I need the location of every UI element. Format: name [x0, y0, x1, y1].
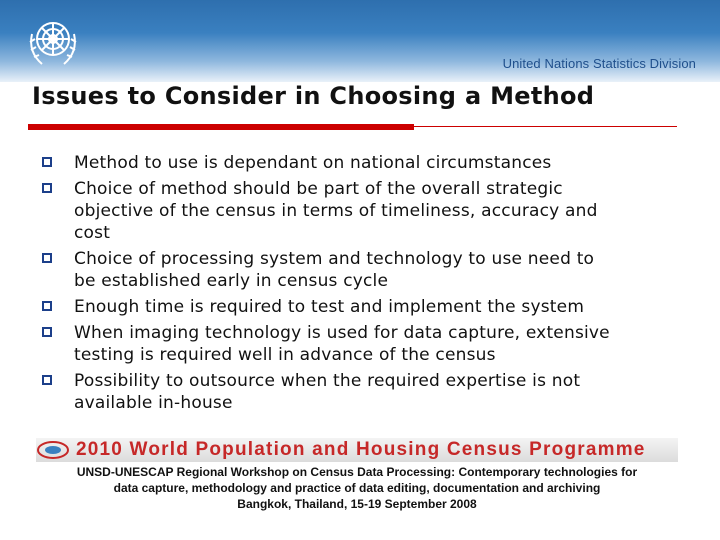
workshop-line: data capture, methodology and practice of data editing, documentation and archiving	[113, 481, 601, 495]
census-programme-logo-icon	[36, 440, 70, 460]
bullet-line: be established early in census cycle	[74, 271, 389, 291]
programme-title: 2010 World Population and Housing Census Programme	[76, 439, 646, 460]
bullet-line: testing is required well in advance of the census	[74, 345, 496, 365]
title-underline-rule	[414, 126, 677, 127]
square-bullet-icon	[42, 183, 52, 193]
square-bullet-icon	[42, 157, 52, 167]
un-emblem-icon	[20, 8, 86, 74]
bullet-line: When imaging technology is used for data capture, extensive	[74, 323, 610, 343]
square-bullet-icon	[42, 301, 52, 311]
division-name: United Nations Statistics Division	[502, 56, 696, 71]
bullet-line: Choice of method should be part of the overall strategic	[74, 179, 563, 199]
programme-banner	[36, 438, 678, 462]
square-bullet-icon	[42, 253, 52, 263]
title-underline-bar	[28, 124, 414, 130]
bullet-line: cost	[74, 223, 111, 243]
bullet-line: objective of the census in terms of timeliness, accuracy and	[74, 201, 598, 221]
bullet-list	[40, 152, 700, 418]
bullet-line: available in-house	[74, 393, 233, 413]
bullet-item	[40, 370, 700, 414]
bullet-line: Possibility to outsource when the required expertise is not	[74, 371, 581, 391]
bullet-item	[40, 152, 700, 174]
bullet-item	[40, 178, 700, 244]
bullet-item	[40, 248, 700, 292]
workshop-line: Bangkok, Thailand, 15-19 September 2008	[237, 497, 477, 511]
bullet-line: Choice of processing system and technology to use need to	[74, 249, 595, 269]
bullet-item	[40, 322, 700, 366]
slide-title: Issues to Consider in Choosing a Method	[32, 82, 595, 110]
workshop-info	[36, 464, 678, 512]
square-bullet-icon	[42, 327, 52, 337]
bullet-line: Enough time is required to test and implement the system	[74, 297, 585, 317]
header-banner	[0, 0, 720, 82]
bullet-line: Method to use is dependant on national circumstances	[74, 153, 552, 173]
workshop-line: UNSD-UNESCAP Regional Workshop on Census Data Processing: Contemporary technologies for	[76, 465, 638, 479]
bullet-item	[40, 296, 700, 318]
square-bullet-icon	[42, 375, 52, 385]
